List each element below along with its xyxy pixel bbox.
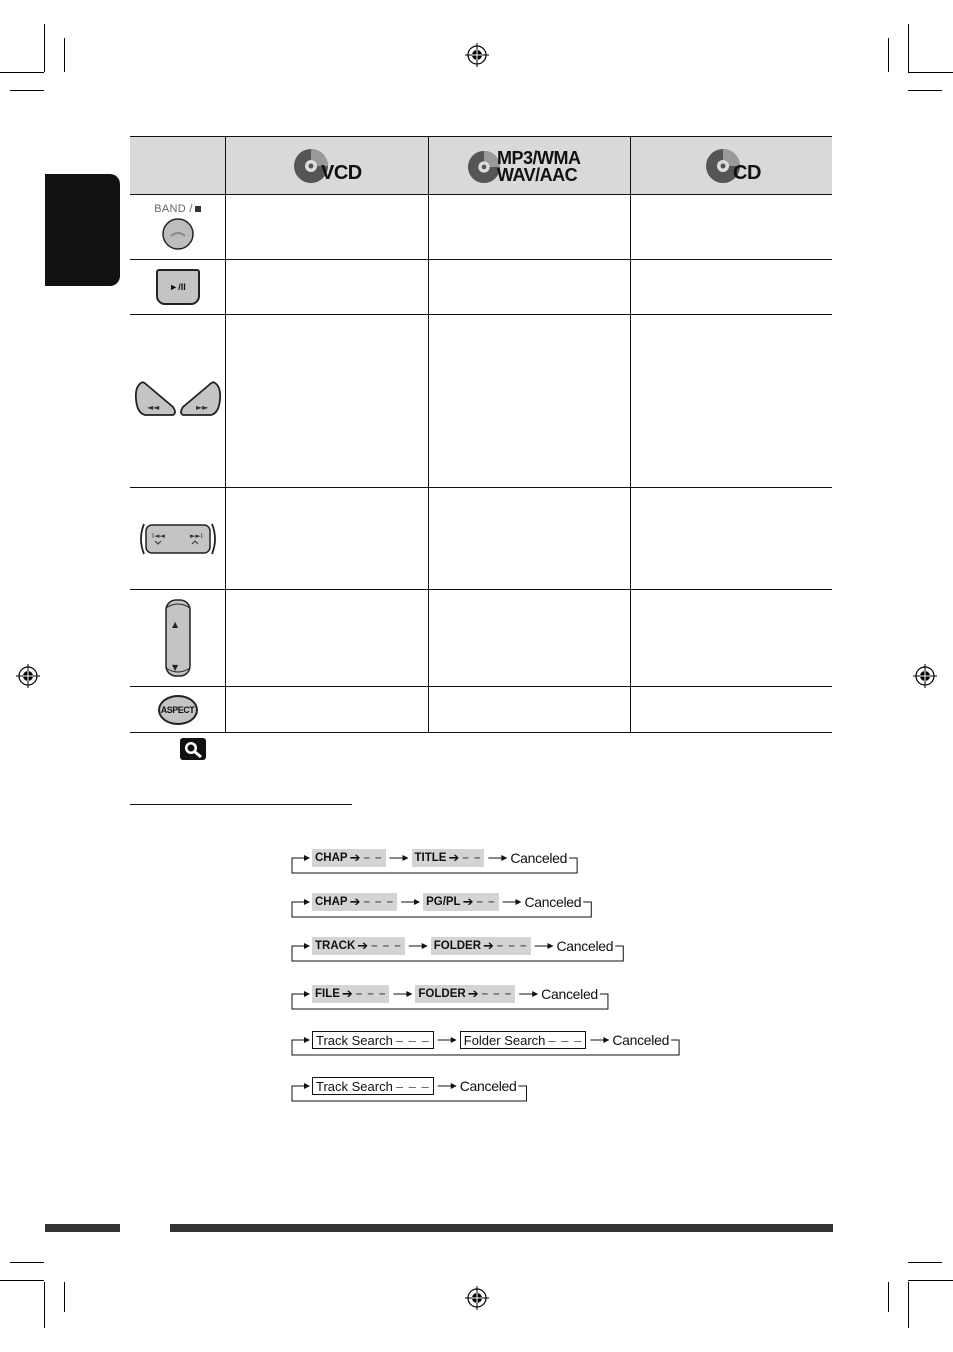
flow-step-placeholder: – – –	[363, 896, 395, 908]
registration-mark-top-icon	[465, 43, 489, 67]
search-flow-row	[0, 985, 953, 1017]
skip-forward-label: ►►I	[189, 531, 203, 540]
flow-step-label: FOLDER	[433, 940, 482, 952]
flow-connector-lines	[0, 1077, 953, 1109]
search-flow-row	[0, 1077, 953, 1109]
flow-step-label: Canceled	[510, 850, 568, 866]
flow-step-label: Track Search	[316, 1032, 393, 1048]
play-pause-label: ►/II	[169, 282, 186, 292]
play-pause-button-cell	[130, 260, 225, 314]
skip-buttons-cell	[130, 488, 225, 589]
flow-step-label: FOLDER	[418, 988, 466, 1000]
flow-connector-lines	[0, 893, 953, 925]
rew-ffwd-buttons[interactable]	[133, 379, 223, 423]
flow-step-label: Folder Search	[463, 1032, 546, 1048]
flow-step-label: FILE	[315, 988, 340, 1000]
right-arrow-icon: ➔	[448, 850, 460, 865]
flow-step-placeholder: – – –	[371, 940, 402, 952]
aspect-label: ASPECT	[160, 704, 195, 715]
registration-mark-bottom-icon	[465, 1286, 489, 1310]
mp3-wma-wav-aac-disc-icon	[467, 150, 501, 184]
play-pause-button[interactable]	[156, 269, 200, 305]
aspect-button[interactable]	[158, 695, 198, 725]
flow-step-placeholder: – –	[363, 852, 383, 864]
wav-aac-label: WAV/AAC	[497, 165, 578, 185]
flow-step-placeholder: – –	[476, 896, 496, 908]
side-tab	[45, 174, 120, 286]
skip-back-label: I◄◄	[151, 531, 165, 540]
up-label: ▲	[171, 620, 178, 629]
flow-step-label: PG/PL	[426, 896, 461, 908]
band-stop-button[interactable]	[161, 217, 195, 251]
up-down-buttons-cell	[130, 590, 225, 686]
band-label: BAND /	[154, 203, 193, 215]
vcd-label: VCD	[321, 161, 362, 184]
search-flow-row	[0, 893, 953, 925]
right-arrow-icon: ➔	[467, 986, 479, 1001]
flow-step-placeholder: – – –	[548, 1032, 583, 1048]
page-footer-bar-left	[45, 1224, 120, 1232]
flow-step-label: TRACK	[315, 940, 356, 952]
flow-connector-lines	[0, 937, 953, 969]
flow-step-placeholder: – – –	[481, 988, 513, 1000]
flow-step-label: Canceled	[524, 894, 582, 910]
flow-step-placeholder: – – –	[355, 988, 387, 1000]
registration-mark-left-icon	[16, 664, 40, 688]
search-flow-row	[0, 849, 953, 881]
rewind-label: ◄◄	[146, 403, 159, 412]
header-cd	[705, 145, 761, 187]
fast-forward-label: ►►	[195, 403, 208, 412]
right-arrow-icon: ➔	[357, 938, 369, 953]
rew-ffwd-buttons-cell	[130, 315, 225, 487]
flow-connector-lines	[0, 849, 953, 881]
down-label: ▼	[171, 663, 178, 672]
cd-label: CD	[733, 161, 761, 184]
skip-buttons[interactable]	[138, 522, 218, 556]
flow-step-label: TITLE	[414, 852, 447, 864]
flow-step-label: Canceled	[556, 938, 614, 954]
flow-step-placeholder: – – –	[496, 940, 528, 952]
section-underline	[130, 804, 352, 805]
flow-connector-lines	[0, 1031, 953, 1063]
flow-step-label: CHAP	[315, 896, 348, 908]
right-arrow-icon: ➔	[341, 986, 353, 1001]
flow-step-placeholder: – –	[462, 852, 482, 864]
up-down-buttons[interactable]	[163, 598, 193, 678]
flow-connector-lines	[0, 985, 953, 1017]
aspect-button-cell	[130, 687, 225, 732]
flow-step-label: Canceled	[612, 1032, 670, 1048]
header-vcd	[293, 145, 362, 187]
mp3-wma-label: MP3/WMA	[497, 148, 581, 168]
stop-icon	[195, 206, 201, 212]
flow-step-label: Canceled	[541, 986, 598, 1002]
magnifier-icon	[180, 738, 206, 760]
flow-step-placeholder: – – –	[395, 1032, 430, 1048]
right-arrow-icon: ➔	[462, 894, 474, 909]
band-stop-button-cell	[130, 195, 225, 259]
registration-mark-right-icon	[913, 664, 937, 688]
flow-step-label: Track Search	[316, 1078, 393, 1094]
page-footer-bar-right	[170, 1224, 833, 1232]
search-flow-row	[0, 1031, 953, 1063]
right-arrow-icon: ➔	[483, 938, 494, 953]
right-arrow-icon: ➔	[349, 850, 361, 865]
search-flow-row	[0, 937, 953, 969]
flow-step-label: Canceled	[459, 1078, 517, 1094]
right-arrow-icon: ➔	[349, 894, 361, 909]
flow-step-placeholder: – – –	[395, 1078, 430, 1094]
header-mp3-wma-wav-aac	[467, 146, 581, 188]
flow-step-label: CHAP	[315, 852, 348, 864]
